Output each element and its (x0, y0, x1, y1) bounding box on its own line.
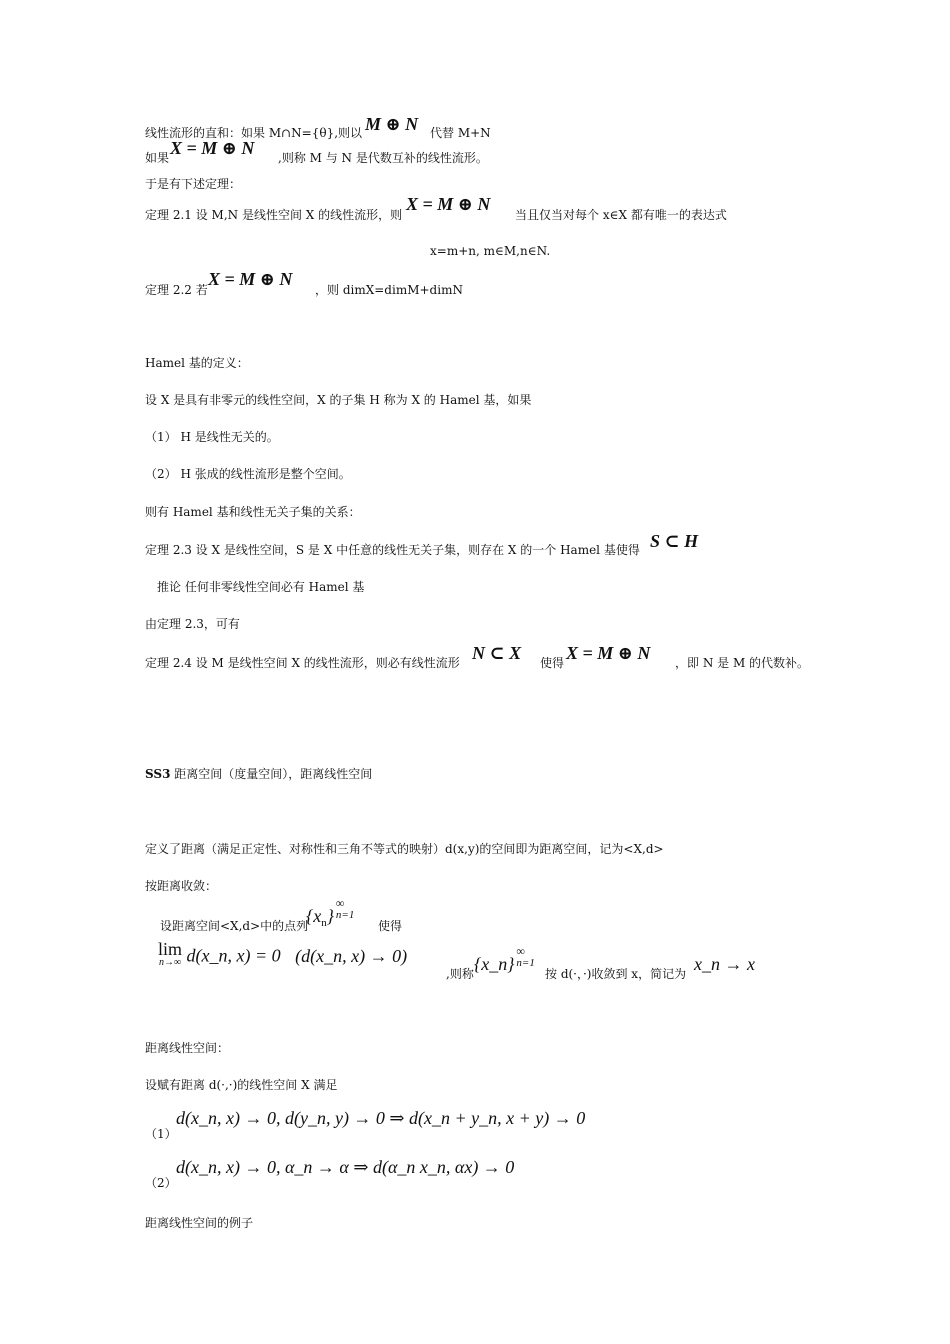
theorem-2-4-text: 定理 2.4 设 M 是线性空间 X 的线性流形，则必有线性流形 (145, 656, 460, 670)
sequence-formula-1: $\{x_n\}$ ∞ n=1 (306, 896, 355, 929)
theorem-2-1-formula: X = M ⊕ N (406, 194, 491, 214)
direct-sum-text: 线性流形的直和：如果 M∩N={θ},则以 (145, 126, 363, 140)
theorem-2-1-text: 定理 2.1 设 M,N 是线性空间 X 的线性流形，则 (145, 208, 403, 222)
limit-formula: lim n→∞ d(x_n, x) = 0 (d(x_n, x) → 0) (158, 939, 408, 968)
hamel-relation: 则有 Hamel 基和线性无关子集的关系： (145, 505, 361, 519)
condition-2-formula: d(x_n, x) → 0, α_n → α ⇒ d(α_n x_n, αx) → 0 (176, 1157, 515, 1177)
by-theorem-2-3: 由定理 2.3，可有 (145, 617, 240, 631)
metric-space-definition: 定义了距离（满足正定性、对称性和三角不等式的映射）d(x,y)的空间即为距离空间，记为<X,d> (145, 842, 664, 856)
theorem-2-2-dim: ，则 dimX=dimM+dimN (315, 283, 463, 297)
theorem-2-1-condition: 当且仅当对每个 x∈X 都有唯一的表达式 (515, 208, 727, 222)
theorem-2-3-text: 定理 2.3 设 X 是线性空间，S 是 X 中任意的线性无关子集，则存在 X 的一个 Hamel 基使得 (145, 543, 640, 557)
hamel-definition-title: Hamel 基的定义： (145, 356, 249, 370)
complement-text: ,则称 M 与 N 是代数互补的线性流形。 (278, 151, 488, 165)
complement-formula: X = M ⊕ N (170, 138, 255, 158)
then-called-text: ,则称 (446, 967, 474, 981)
section-number: SS3 (145, 767, 171, 781)
theorem-2-4-formula-2: X = M ⊕ N (566, 643, 651, 663)
theorem-2-4-formula-1: N ⊂ X (472, 643, 522, 663)
section-title: 距离空间（度量空间），距离线性空间 (174, 767, 373, 781)
convergence-notation: x_n → x (694, 954, 755, 974)
condition-1-label: （1） (145, 1127, 177, 1141)
examples-title: 距离线性空间的例子 (145, 1216, 254, 1230)
section-heading (145, 766, 372, 782)
theorem-2-2-text: 定理 2.2 若 (145, 283, 208, 297)
theorem-2-3-formula: S ⊂ H (650, 531, 699, 551)
theorem-intro: 于是有下述定理： (145, 177, 242, 191)
complement-prefix: 如果 (145, 151, 170, 165)
theorem-2-2-formula: X = M ⊕ N (208, 269, 293, 289)
such-that-text: 使得 (378, 919, 403, 933)
theorem-2-4-mid: 使得 (540, 656, 565, 670)
sequence-formula-2: {x_n} ∞ n=1 (474, 944, 535, 974)
hamel-definition-text: 设 X 是具有非零元的线性空间，X 的子集 H 称为 X 的 Hamel 基，如果 (145, 393, 532, 407)
direct-sum-formula: M ⊕ N (365, 114, 419, 134)
corollary: 推论 任何非零线性空间必有 Hamel 基 (157, 580, 365, 594)
metric-linear-space-text: 设赋有距离 d(·,·)的线性空间 X 满足 (145, 1078, 338, 1092)
direct-sum-replace-text: 代替 M+N (430, 126, 491, 140)
convergence-sequence-text: 设距离空间<X,d>中的点列 (160, 919, 309, 933)
hamel-condition-1: （1） H 是线性无关的。 (145, 430, 279, 444)
hamel-condition-2: （2） H 张成的线性流形是整个空间。 (145, 467, 351, 481)
theorem-2-1-expression: x=m+n, m∈M,n∈N. (430, 244, 551, 258)
condition-2-label: （2） (145, 1176, 177, 1190)
theorem-2-4-tail: ，即 N 是 M 的代数补。 (675, 656, 810, 670)
metric-linear-space-title: 距离线性空间： (145, 1041, 230, 1055)
converges-text: 按 d(·，·)收敛到 x，简记为 (545, 967, 687, 981)
condition-1-formula: d(x_n, x) → 0, d(y_n, y) → 0 ⇒ d(x_n + y_n, x + y) → 0 (176, 1108, 586, 1128)
convergence-title: 按距离收敛： (145, 879, 218, 893)
